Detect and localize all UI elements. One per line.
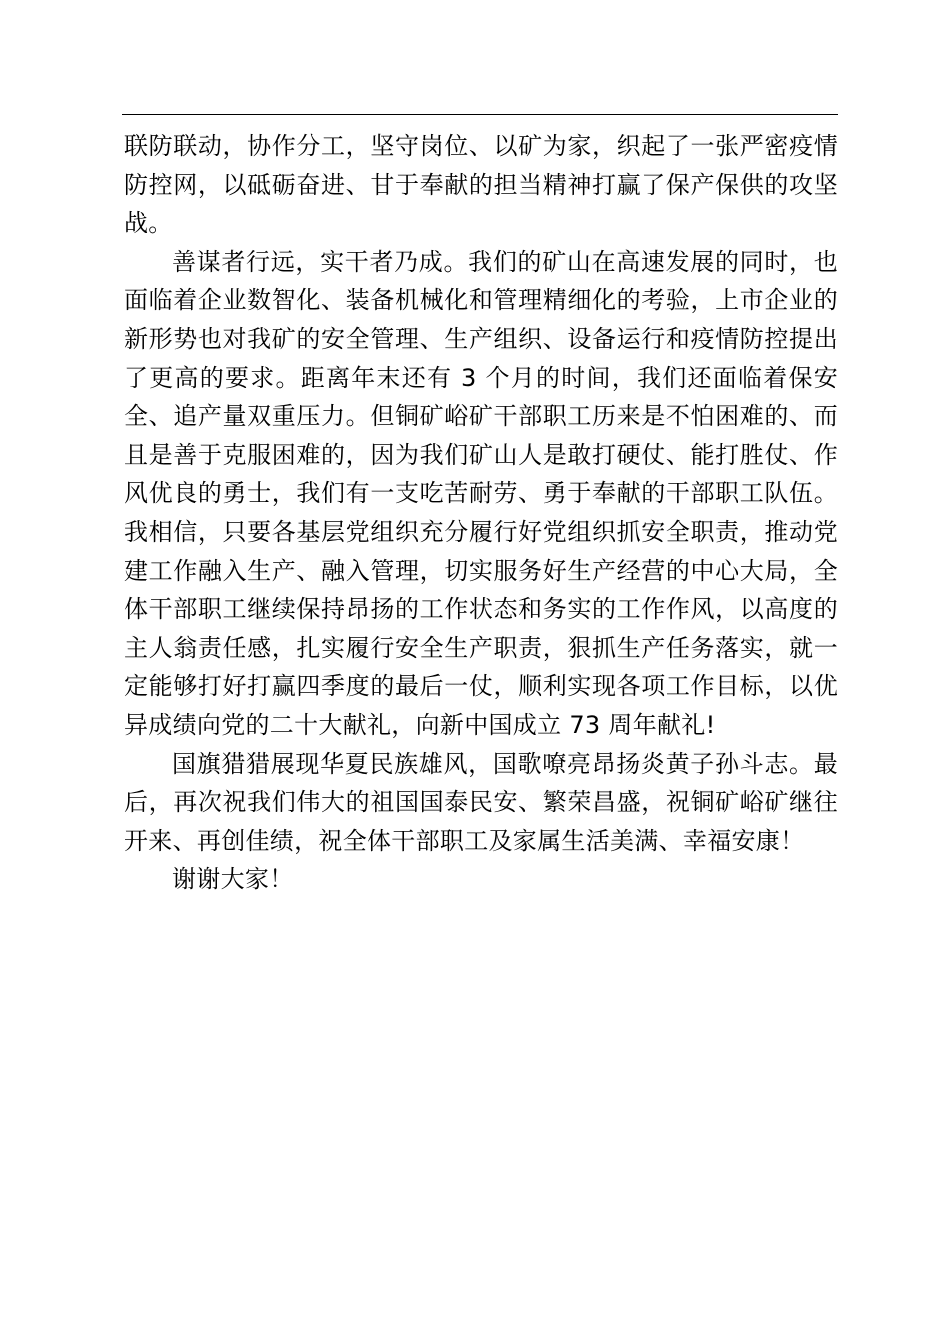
paragraph-thanks: 谢谢大家！ xyxy=(172,865,294,894)
document-body xyxy=(124,127,838,899)
paragraph-continuation: 联防联动，协作分工，坚守岗位、以矿为家，织起了一张严密疫情防控网，以砥砺奋进、甘于奉献的担当精神打赢了保产保供的攻坚战。 xyxy=(124,132,838,238)
paragraph-closing-wishes: 国旗猎猎展现华夏民族雄风，国歌嘹亮昂扬炎黄子孙斗志。最后，再次祝我们伟大的祖国国泰民安、繁荣昌盛，祝铜矿峪矿继往开来、再创佳绩，祝全体干部职工及家属生活美满、幸福安康！ xyxy=(124,749,838,855)
header-rule xyxy=(122,114,838,115)
paragraph-main-body: 善谋者行远，实干者乃成。我们的矿山在高速发展的同时，也面临着企业数智化、装备机械化和管理精细化的考验，上市企业的新形势也对我矿的安全管理、生产组织、设备运行和疫情防控提出了更高的要求。距离年末还有 3 个月的时间，我们还面临着保安全、追产量双重压力。但铜矿峪矿干部职工历来是不怕困难的、而且是善于克服困难的，因为我们矿山人是敢打硬仗、能打胜仗、作风优良的勇士，我们有一支吃苦耐劳、勇于奉献的干部职工队伍。我相信，只要各基层党组织充分履行好党组织抓安全职责，推动党建工作融入生产、融入管理，切实服务好生产经营的中心大局，全体干部职工继续保持昂扬的工作状态和务实的工作作风，以高度的主人翁责任感，扎实履行安全生产职责，狠抓生产任务落实，就一定能够打好打赢四季度的最后一仗，顺利实现各项工作目标，以优异成绩向党的二十大献礼，向新中国成立 73 周年献礼! xyxy=(124,247,838,739)
